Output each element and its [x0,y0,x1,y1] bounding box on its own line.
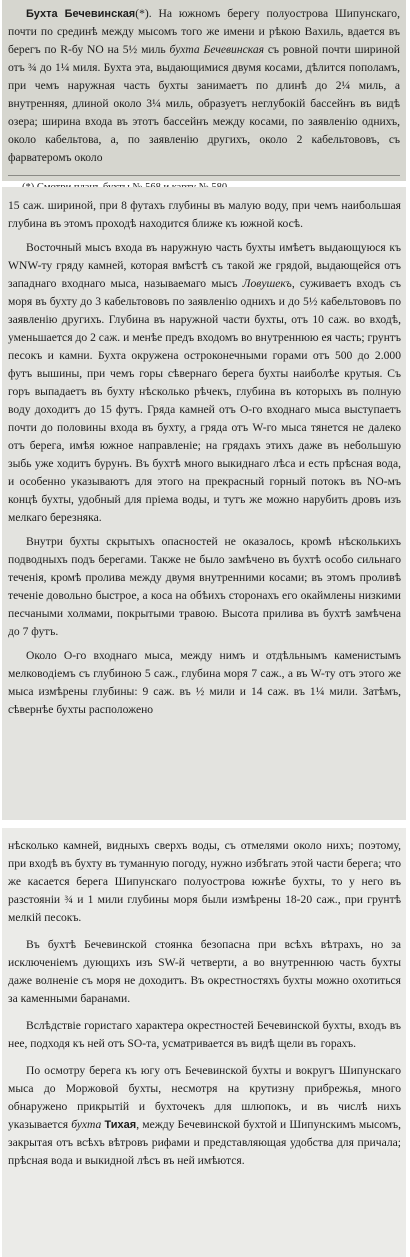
page-fragment-top [2,0,406,181]
paragraph-east-entrance-cape: Около O-го входнаго мыса, между нимъ и отдѣльнымъ каменистымъ мелководіемъ съ глубиною 5 саж., глубина моря 7 саж., а въ W-ту отъ этого же мыса измѣрены глубины: 9 саж. въ ½ мили и 14 саж. въ 1¼ мили. Затѣмъ, сѣвернѣе бухты расположено [8,649,401,716]
paragraph-survey [8,1062,401,1170]
survey-text: По осмотру берега къ югу отъ Бечевинской бухты и вокругъ Шипунскаго мыса до Моржовой бухты, несмотря на крутизну прибрежья, много обнаружено прикрытій и бухточекъ для шлюпокъ, и въ числѣ нихъ указывается [8,1064,401,1131]
paragraph-stones: нѣсколько камней, видныхъ сверхъ воды, съ отмелями около нихъ; поэтому, при входѣ въ бухту въ туманную погоду, нужно избѣгать этой части берега; что же касается берега Шипунскаго полуострова южнѣе бухты, то у него въ разстояніи ¾ и 1 мили глубины моря были измѣрены 18-20 саж., при грунтѣ мелкій песокъ. [8,839,401,924]
intro-text-continued: съ ровной почти шириной отъ ¾ до 1¼ миля. Бухта эта, выдающимися двумя косами, дѣлится пополамъ, при чемъ наружная часть бухты занимаетъ по длинѣ до 2¼ миль, а внутренняя, длиной около 3¼ миль, образуетъ неглубокій бассейнъ въ видѣ озера; ширина входа въ этотъ бассейнъ между косами, по заявленію однихъ, около кабельтова, а, по заявленію другихъ, около 2 кабельтововъ, съ фарватеромъ около [8,43,400,164]
page-fragment-bottom [2,828,406,1257]
heading-footnote-ref: (*). [135,7,152,20]
east-cape-text-continued: , суживаетъ входъ съ моря въ бухту до 3 кабельтововъ по заявленію однихъ и до 5½ кабельтововъ по заявленію другихъ. Глубина въ наружной части бухты, отъ 10 саж. во входѣ, уменьшается до 2 саж. и менѣе предъ входомъ во внутреннюю ея часть; грунтъ песокъ и камни. Бухта окружена остроконечными горами отъ 500 до 2.000 футъ вышины, при чемъ горы сѣвернаго берега бухты наиболѣе крутыя. Съ горъ выпадаетъ въ бухту нѣсколько рѣчекъ, глубина въ которыхъ въ полную воду доходитъ до 15 футъ. Гряда камней отъ O-го входнаго мыса выступаетъ почти до половины входа въ бухту, а гряда отъ W-го мыса тянется не далеко отъ берега, имѣя южное направленіе; на грядахъ этихъ даже въ небольшую зыбь уже ходитъ бурунъ. Въ бухтѣ много выкиднаго лѣса и есть прѣсная вода, и особенно указываютъ для этого на прекрасный горный потокъ въ NO-мъ концѣ бухты, удобный для пріема воды, и тутъ же можно нарубить дровъ изъ мелкаго березняка. [8,277,401,524]
section-heading: Бухта Бечевинская [26,8,136,20]
page-fragment-middle [2,187,406,820]
paragraph-anchorage: Въ бухтѣ Бечевинской стоянка безопасна при всѣхъ вѣтрахъ, но за исключеніемъ дующихъ изъ SW-й четверти, а во внутреннюю часть бухты даже волненіе съ моря не доходитъ. Въ окрестностяхъ бухты можно охотиться за каменными баранами. [8,938,401,1005]
bay-word-italic: бухта [71,1118,102,1131]
bay-name-italic: бухта Бечевинская [169,43,265,56]
survey-text-continued: , между Бечевинской бухтой и Шипунскимъ мысомъ, закрытая отъ всѣхъ вѣтровъ рифами и представляющая удобства для причала; прѣсная вода и выкидной лѣсъ въ ней имѣются. [8,1118,401,1167]
cape-name-italic: Ловушекъ [242,277,292,290]
paragraph-hidden-dangers: Внутри бухты скрытыхъ опасностей не оказалось, кромѣ нѣсколькихъ подводныхъ подъ берегами. Также не было замѣчено въ бухтѣ особо сильнаго теченія, кромѣ пролива между двумя внутренними косами; въ этомъ проливѣ теченіе довольно быстрое, а коса на обѣихъ сторонахъ его окаймлены низкими песчаными холмами, покрытыми травою. Высота прилива въ бухтѣ замѣчена до 7 футъ. [8,535,401,638]
east-cape-text: Восточный мысъ входа въ наружную часть бухты имѣетъ выдающуюся къ WNW-ту гряду камней, которая вмѣстѣ съ такой же грядой, выдающейся отъ западнаго входнаго мыса, называемаго мысъ [8,241,401,290]
bay-name-bold: Тихая [104,1119,137,1131]
intro-text: На южномъ берегу полуострова Шипунскаго, почти по срединѣ между мысомъ того же имени и рѣкою Вахиль, вдается въ берегъ по R-бу NO на 5½ миль [8,7,400,56]
paragraph-entrance-width: 15 саж. шириной, при 8 футахъ глубины въ малую воду, при чемъ наибольшая глубина въ этомъ проходѣ находится ближе къ южной косѣ. [8,199,401,230]
paragraph-mountainous: Вслѣдствіе гористаго характера окрестностей Бечевинской бухты, входъ въ нее, подходя къ ней отъ SO-та, усматривается въ видѣ щели въ горахъ. [8,1019,401,1050]
intro-paragraph [8,5,400,167]
paragraph-east-cape [8,239,401,527]
